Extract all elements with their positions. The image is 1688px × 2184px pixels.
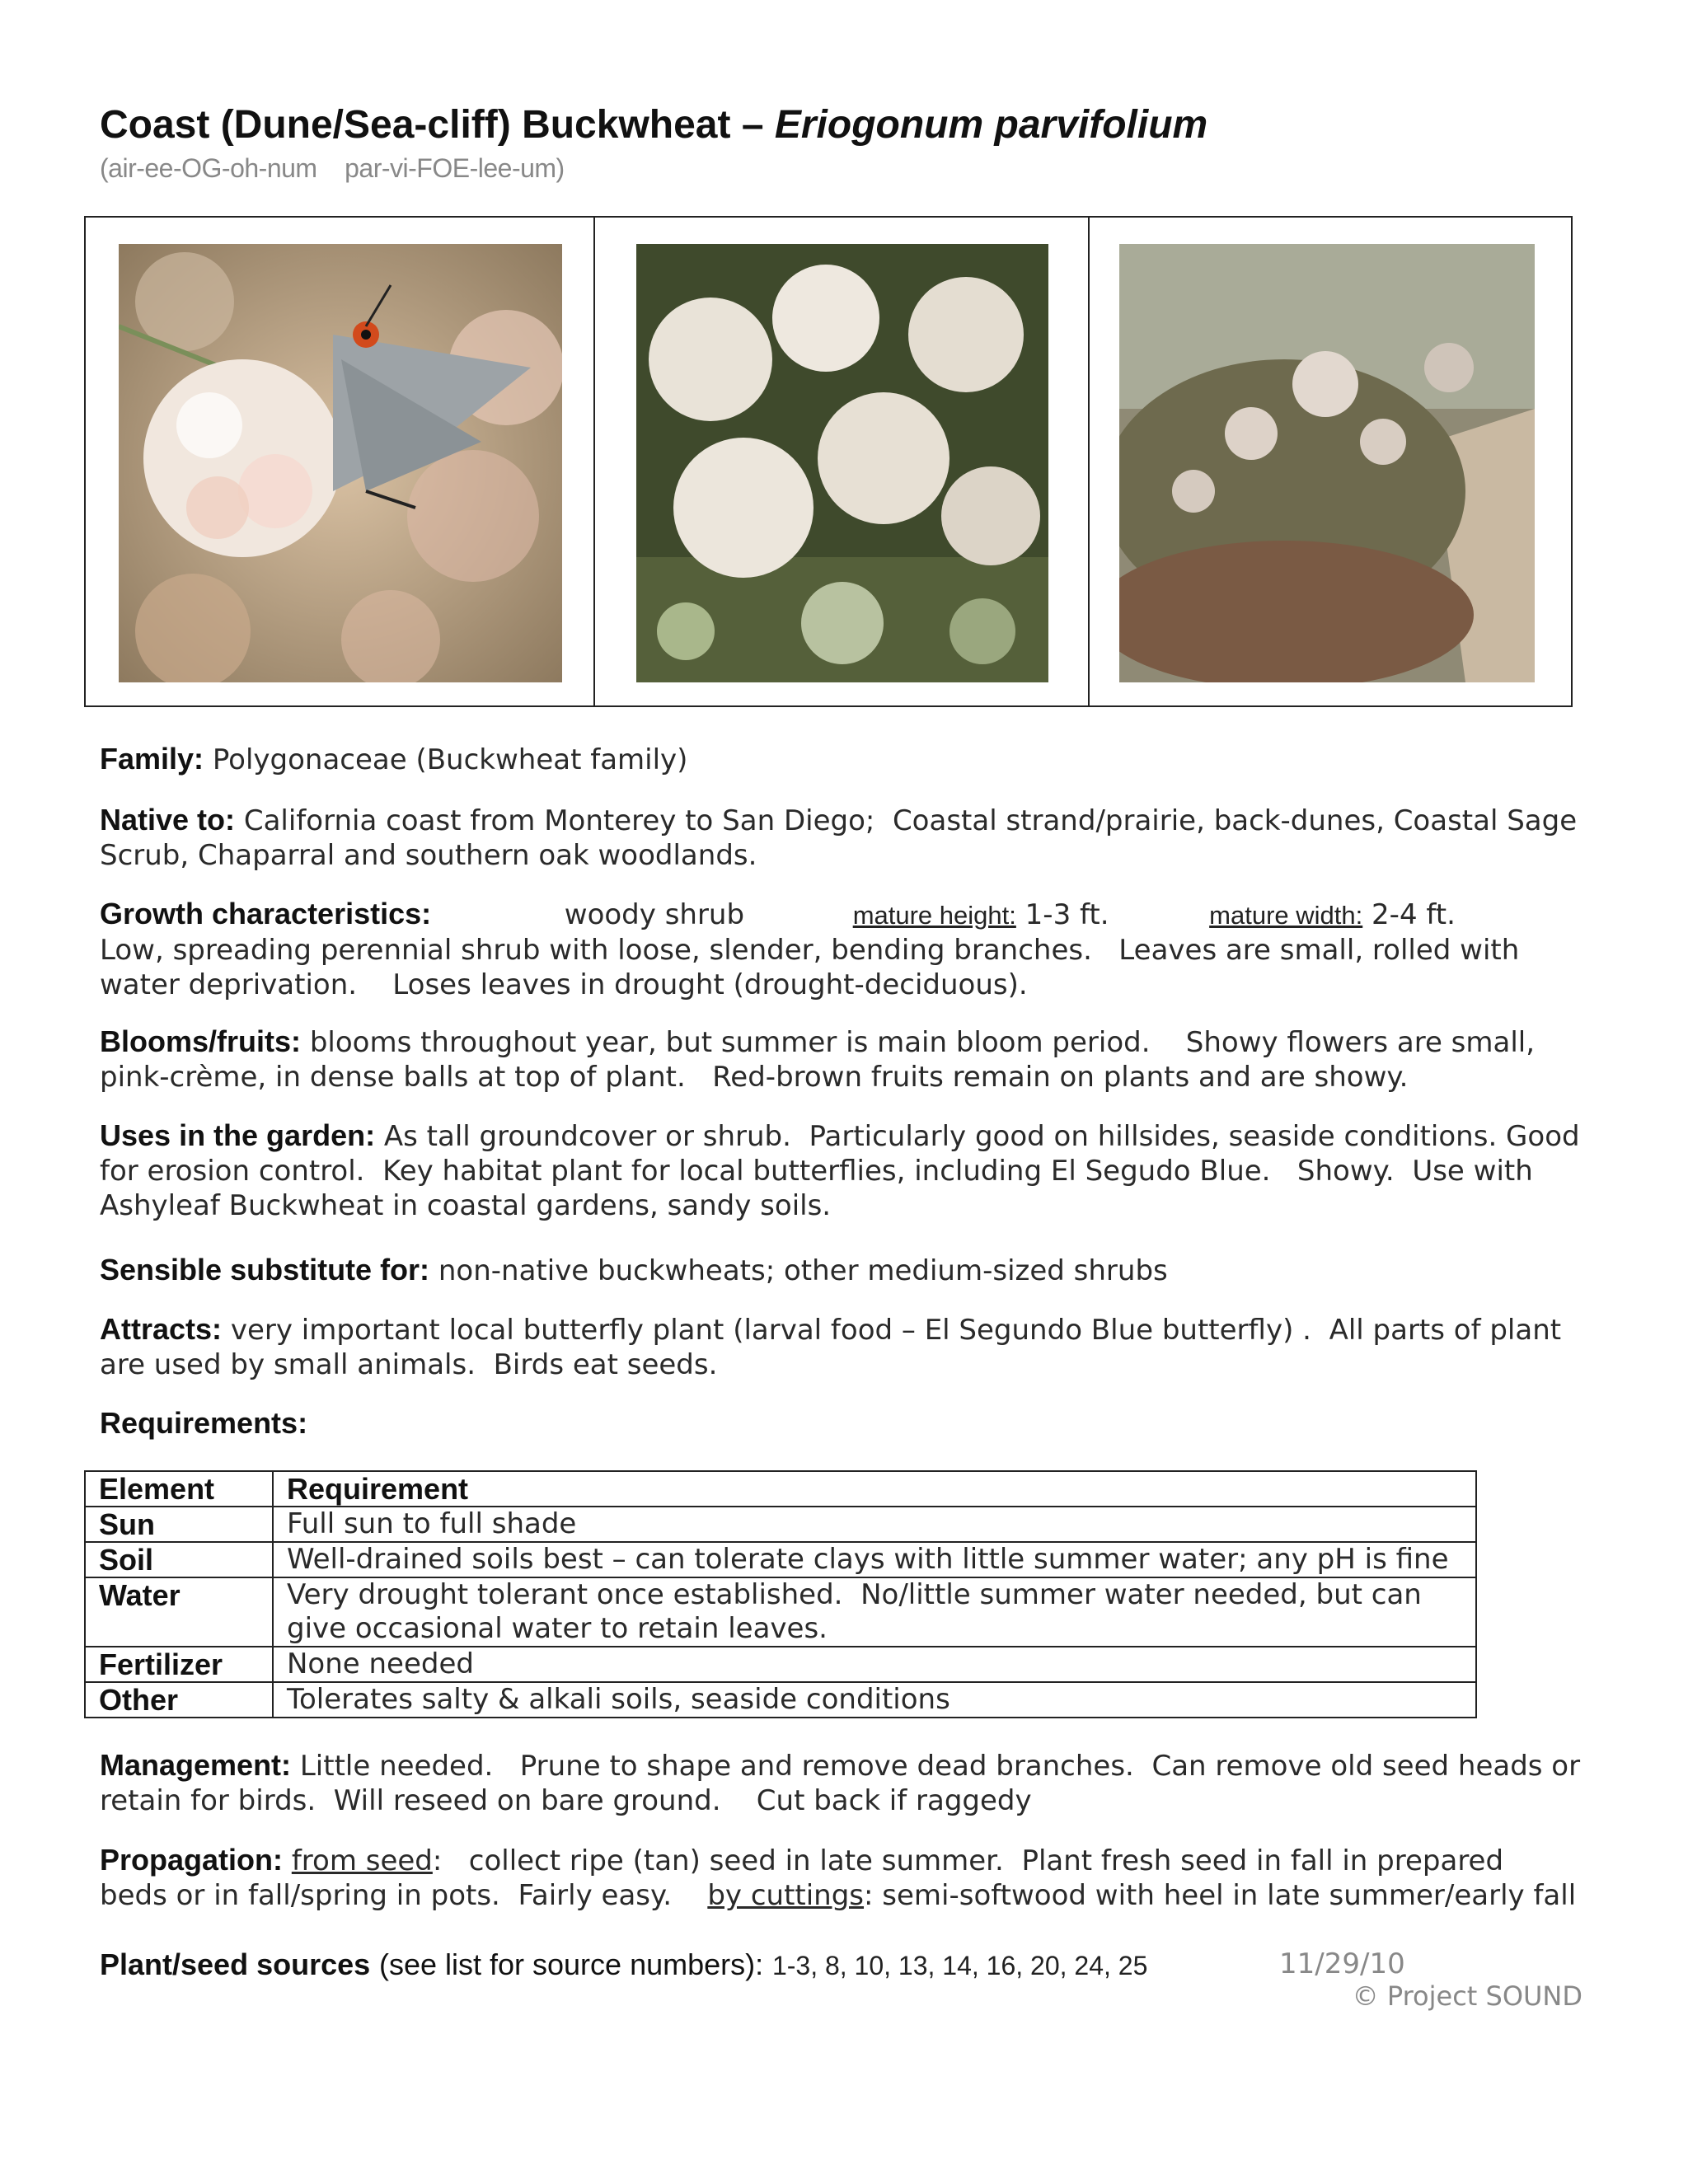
mature-height-label: mature height: — [852, 901, 1016, 930]
blooms-line-2: pink-crème, in dense balls at top of plant. Red-brown fruits remain on plants and are showy. — [100, 1061, 1409, 1094]
row-requirement-line-2: give occasional water to retain leaves. — [287, 1612, 828, 1645]
common-name: Coast (Dune/Sea-cliff) Buckwheat — [100, 103, 731, 147]
mature-height-value: 1-3 ft. — [1025, 898, 1109, 931]
row-requirement — [273, 1577, 1476, 1647]
sources-note: (see list for source numbers): — [378, 1947, 764, 1981]
uses-section — [100, 1118, 1592, 1223]
family-text: Polygonaceae (Buckwheat family) — [212, 743, 688, 776]
management-label: Management: — [100, 1748, 292, 1782]
photo-butterfly-on-flowers — [119, 244, 562, 682]
row-element: Soil — [85, 1542, 273, 1577]
pronunciation: (air-ee-OG-oh-num par-vi-FOE-lee-um) — [100, 153, 565, 183]
sources-section — [100, 1947, 1254, 1983]
uses-label: Uses in the garden: — [100, 1118, 376, 1152]
table-row — [85, 1577, 1476, 1647]
header-element: Element — [85, 1471, 273, 1507]
requirements-label: Requirements: — [100, 1406, 308, 1440]
native-line-1: California coast from Monterey to San Diego; Coastal strand/prairie, back-dunes, Coastal Sage — [243, 804, 1578, 837]
photo-divider — [1088, 218, 1090, 705]
management-section — [100, 1748, 1592, 1818]
requirements-heading — [100, 1406, 1592, 1441]
copyright: © Project SOUND — [1352, 1980, 1582, 2012]
table-row — [85, 1507, 1476, 1542]
photo-strip — [84, 216, 1573, 707]
substitute-label: Sensible substitute for: — [100, 1253, 430, 1286]
uses-line-1: As tall groundcover or shrub. Particularly good on hillsides, seaside conditions. Good — [383, 1120, 1580, 1153]
row-element: Fertilizer — [85, 1647, 273, 1682]
growth-section — [100, 897, 1592, 1002]
photo-shrub-habit — [1119, 244, 1535, 682]
growth-line-3: water deprivation. Loses leaves in drought (drought-deciduous). — [100, 968, 1028, 1001]
propagation-line-2-rest: : semi-softwood with heel in late summer/early fall — [864, 1879, 1577, 1912]
from-seed-label: from seed — [291, 1844, 433, 1877]
row-element: Sun — [85, 1507, 273, 1542]
blooms-section — [100, 1024, 1592, 1094]
uses-line-2: for erosion control. Key habitat plant for local butterflies, including El Segudo Blue. Showy. Use with — [100, 1155, 1533, 1188]
row-requirement: Well-drained soils best – can tolerate clays with little summer water; any pH is fine — [273, 1542, 1476, 1577]
sources-label: Plant/seed sources — [100, 1947, 371, 1981]
row-requirement-line-1: Very drought tolerant once established. No/little summer water needed, but can — [287, 1578, 1422, 1611]
blooms-line-1: blooms throughout year, but summer is main bloom period. Showy flowers are small, — [309, 1026, 1536, 1059]
attracts-section — [100, 1312, 1592, 1382]
substitute-section — [100, 1253, 1592, 1288]
table-row — [85, 1647, 1476, 1682]
propagation-line-2-start: beds or in fall/spring in pots. Fairly easy. — [100, 1879, 708, 1912]
management-line-1: Little needed. Prune to shape and remove dead branches. Can remove old seed heads or — [299, 1750, 1581, 1783]
attracts-line-1: very important local butterfly plant (larval food – El Segundo Blue butterfly) . All parts of plant — [230, 1314, 1562, 1347]
title-dash: – — [741, 103, 764, 147]
mature-width-label: mature width: — [1209, 901, 1363, 930]
native-line-2: Scrub, Chaparral and southern oak woodlands. — [100, 839, 757, 872]
growth-label: Growth characteristics: — [100, 897, 432, 930]
mature-width-value: 2-4 ft. — [1372, 898, 1456, 931]
sources-values: 1-3, 8, 10, 13, 14, 16, 20, 24, 25 — [771, 1951, 1148, 1980]
family-label: Family: — [100, 742, 204, 776]
by-cuttings-label: by cuttings — [707, 1879, 865, 1912]
header-requirement: Requirement — [273, 1471, 1476, 1507]
uses-line-3: Ashyleaf Buckwheat in coastal gardens, sandy soils. — [100, 1189, 832, 1222]
propagation-label: Propagation: — [100, 1843, 283, 1877]
native-label: Native to: — [100, 803, 236, 837]
attracts-label: Attracts: — [100, 1312, 223, 1346]
table-row — [85, 1682, 1476, 1718]
row-requirement: Tolerates salty & alkali soils, seaside conditions — [273, 1682, 1476, 1718]
row-element: Other — [85, 1682, 273, 1718]
photo-divider — [593, 218, 595, 705]
growth-type: woody shrub — [564, 898, 745, 931]
row-requirement: None needed — [273, 1647, 1476, 1682]
family-section — [100, 742, 1592, 777]
row-element: Water — [85, 1577, 273, 1647]
management-line-2: retain for birds. Will reseed on bare ground. Cut back if raggedy — [100, 1784, 1032, 1817]
scientific-name: Eriogonum parvifolium — [774, 103, 1208, 147]
native-section — [100, 803, 1592, 873]
attracts-line-2: are used by small animals. Birds eat seeds. — [100, 1348, 718, 1381]
revision-date: 11/29/10 — [1279, 1947, 1405, 1980]
row-requirement: Full sun to full shade — [273, 1507, 1476, 1542]
page-title — [100, 102, 1207, 148]
table-row — [85, 1542, 1476, 1577]
growth-line-2: Low, spreading perennial shrub with loose, slender, bending branches. Leaves are small, rolled with — [100, 934, 1520, 967]
propagation-line-1: : collect ripe (tan) seed in late summer. Plant fresh seed in fall in prepared — [432, 1844, 1504, 1877]
blooms-label: Blooms/fruits: — [100, 1024, 302, 1058]
requirements-table — [84, 1470, 1477, 1718]
substitute-text: non-native buckwheats; other medium-sized shrubs — [438, 1254, 1168, 1287]
photo-flower-clusters — [636, 244, 1048, 682]
propagation-section — [100, 1843, 1592, 1913]
table-header-row — [85, 1471, 1476, 1507]
